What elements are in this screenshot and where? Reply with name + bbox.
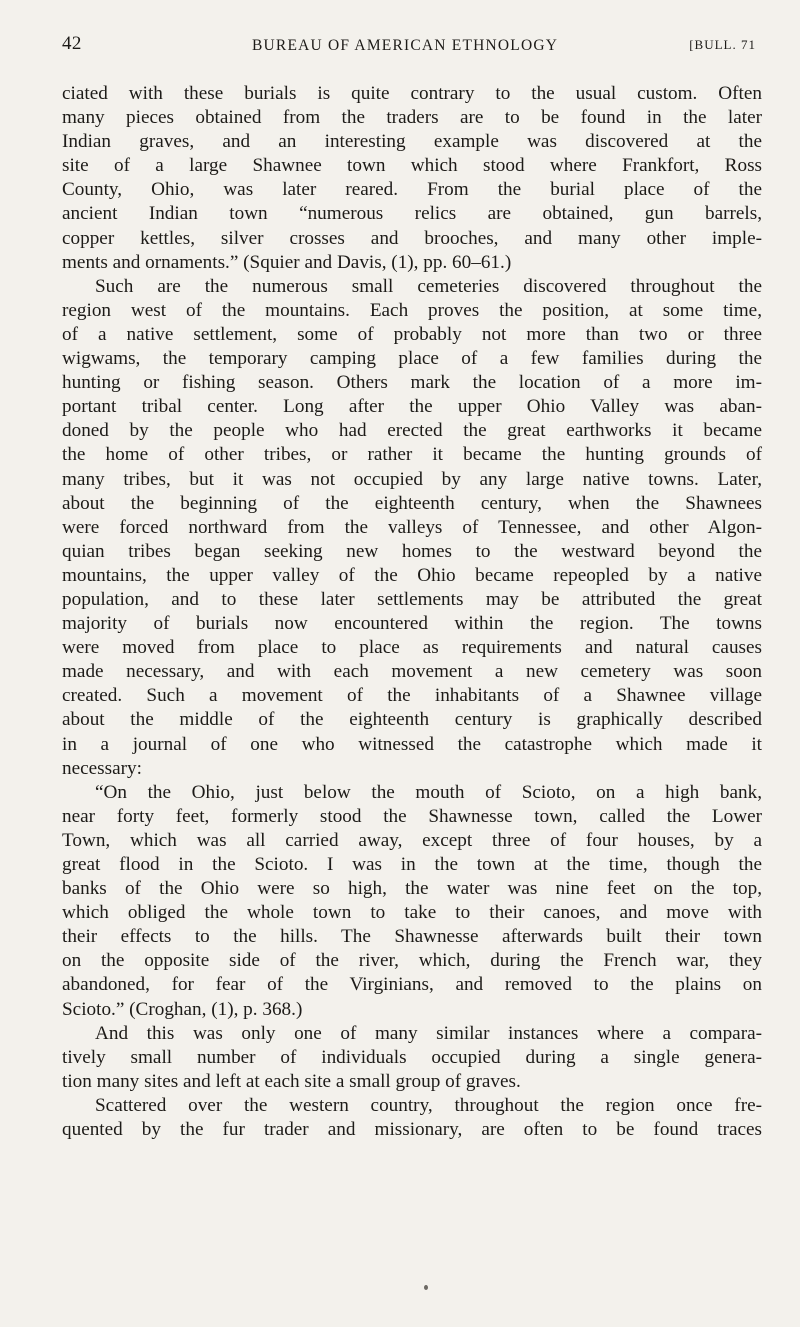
text-line: ciated with these burials is quite contrary to the usual custom. Often — [62, 83, 762, 104]
text-line: hunting or fishing season. Others mark the location of a more im- — [62, 372, 762, 394]
text-line: Town, which was all carried away, except three of four houses, by a — [62, 829, 762, 851]
text-line: site of a large Shawnee town which stood where Frankfort, Ross — [62, 155, 762, 177]
text-line: created. Such a movement of the inhabitants of a Shawnee village — [62, 685, 762, 707]
text-line: wigwams, the temporary camping place of a few families during the — [62, 348, 762, 370]
text-line: quented by the fur trader and missionary, are often to be found traces — [62, 1119, 762, 1141]
paragraph-start-line: Scattered over the western country, throughout the region once fre- — [95, 1094, 762, 1116]
text-line: on the opposite side of the river, which, during the French war, they — [62, 950, 762, 972]
text-line: many pieces obtained from the traders are to be found in the later — [62, 107, 762, 129]
text-line: doned by the people who had erected the great earthworks it became — [62, 420, 762, 442]
text-line: quian tribes began seeking new homes to the westward beyond the — [62, 540, 762, 562]
text-line: tion many sites and left at each site a small group of graves. — [62, 1070, 521, 1092]
text-line: their effects to the hills. The Shawnesse afterwards built their town — [62, 926, 762, 948]
paragraph-start-line: And this was only one of many similar instances where a compara- — [95, 1022, 762, 1044]
text-line: of a native settlement, some of probably not more than two or three — [62, 323, 762, 345]
text-line: majority of burials now encountered within the region. The towns — [62, 613, 762, 635]
text-line: the home of other tribes, or rather it became the hunting grounds of — [62, 444, 762, 466]
text-line: ments and ornaments.” (Squier and Davis, (1), pp. 60–61.) — [62, 251, 512, 273]
bulletin-number: [BULL. 71 — [689, 37, 756, 52]
text-line: about the beginning of the eighteenth century, when the Shawnees — [62, 492, 762, 514]
running-title: BUREAU OF AMERICAN ETHNOLOGY — [252, 37, 559, 54]
text-line: about the middle of the eighteenth century is graphically described — [62, 709, 762, 731]
text-line: near forty feet, formerly stood the Shawnesse town, called the Lower — [62, 805, 762, 827]
text-line: portant tribal center. Long after the upper Ohio Valley was aban- — [62, 396, 762, 418]
text-line: tively small number of individuals occupied during a single genera- — [62, 1046, 762, 1068]
text-line: abandoned, for fear of the Virginians, and removed to the plains on — [62, 974, 762, 996]
text-line: banks of the Ohio were so high, the water was nine feet on the top, — [62, 878, 762, 900]
text-line: in a journal of one who witnessed the catastrophe which made it — [62, 733, 762, 755]
text-line: mountains, the upper valley of the Ohio became repeopled by a native — [62, 564, 762, 586]
body-text — [62, 82, 762, 1142]
text-line: copper kettles, silver crosses and brooches, and many other imple- — [62, 227, 762, 249]
ink-speck — [424, 1285, 428, 1290]
text-line: were forced northward from the valleys of Tennessee, and other Algon- — [62, 516, 762, 538]
text-line: which obliged the whole town to take to their canoes, and move with — [62, 902, 762, 924]
text-line: ancient Indian town “numerous relics are obtained, gun barrels, — [62, 203, 762, 225]
running-head — [62, 33, 762, 59]
text-line: Indian graves, and an interesting example was discovered at the — [62, 131, 762, 153]
text-line: great flood in the Scioto. I was in the town at the time, though the — [62, 854, 762, 875]
text-line: made necessary, and with each movement a new cemetery was soon — [62, 661, 762, 683]
text-line: were moved from place to place as requirements and natural causes — [62, 637, 762, 659]
paragraph-start-line: Such are the numerous small cemeteries discovered throughout the — [95, 275, 762, 297]
page-number: 42 — [62, 33, 82, 54]
quotation-start-line: “On the Ohio, just below the mouth of Scioto, on a high bank, — [95, 781, 762, 803]
text-line: County, Ohio, was later reared. From the burial place of the — [62, 179, 762, 201]
text-line: region west of the mountains. Each proves the position, at some time, — [62, 299, 762, 321]
text-line: many tribes, but it was not occupied by any large native towns. Later, — [62, 468, 762, 490]
text-line: necessary: — [62, 757, 142, 779]
text-line: Scioto.” (Croghan, (1), p. 368.) — [62, 998, 303, 1020]
text-line: population, and to these later settlements may be attributed the great — [62, 588, 762, 610]
